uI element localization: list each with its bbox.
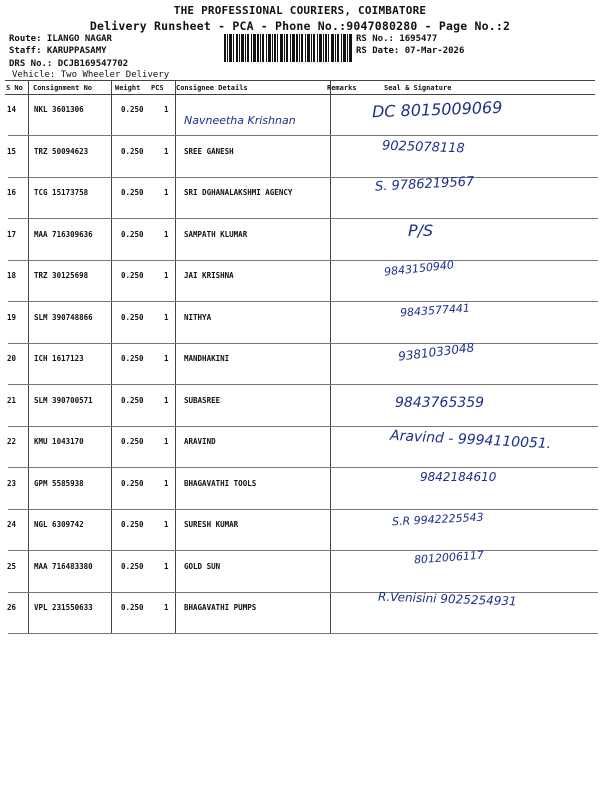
handwritten-signature: 9843150940: [383, 258, 455, 279]
row-weight: 0.250: [121, 146, 144, 156]
vehicle-text: Vehicle: Two Wheeler Delivery: [12, 70, 170, 80]
col-consignment: Consignment No: [33, 84, 93, 92]
row-consignee: NITHYA: [184, 312, 212, 322]
table-row: [0, 174, 600, 219]
row-consignee: BHAGAVATHI TOOLS: [184, 478, 257, 488]
col-seal-signature: Seal & Signature: [384, 84, 452, 92]
row-consignee: GOLD SUN: [184, 561, 221, 571]
row-consignee: JAI KRISHNA: [184, 271, 234, 280]
table-row: [0, 219, 600, 261]
rs-date: RS Date: 07-Mar-2026: [356, 46, 465, 56]
row-sno: 16: [7, 188, 17, 197]
row-pcs: 1: [164, 478, 169, 488]
row-consignee: SRI DGHANALAKSHMI AGENCY: [184, 188, 293, 197]
row-consignment-no: GPM 5585938: [34, 478, 84, 488]
row-weight: 0.250: [121, 478, 144, 488]
row-consignment-no: ICH 1617123: [34, 354, 84, 363]
row-weight: 0.250: [121, 354, 144, 363]
rs-number: RS No.: 1695477: [356, 34, 438, 44]
row-pcs: 1: [164, 271, 169, 280]
row-consignment-no: NGL 6309742: [34, 520, 84, 529]
handwritten-signature: S. 9786219567: [374, 174, 475, 195]
row-sno: 24: [7, 520, 17, 529]
row-pcs: 1: [164, 312, 169, 322]
col-remarks: Remarks: [327, 84, 357, 92]
handwritten-signature: 9843765359: [395, 394, 485, 411]
row-weight: 0.250: [121, 395, 144, 405]
row-consignment-no: KMU 1043170: [34, 437, 84, 446]
row-consignment-no: VPL 231550633: [34, 603, 93, 612]
row-pcs: 1: [164, 603, 169, 612]
table-row: [0, 302, 600, 344]
row-sno: 23: [7, 478, 17, 488]
row-pcs: 1: [164, 354, 169, 363]
row-pcs: 1: [164, 146, 169, 156]
table-row: [0, 385, 600, 427]
row-consignee: MANDHAKINI: [184, 354, 230, 363]
barcode: [224, 34, 352, 62]
row-weight: 0.250: [121, 437, 144, 446]
company-title: THE PROFESSIONAL COURIERS, COIMBATORE: [173, 4, 427, 17]
handwritten-signature: R.Venisini 9025254931: [377, 589, 517, 609]
row-weight: 0.250: [121, 561, 144, 571]
row-pcs: 1: [164, 561, 169, 571]
handwritten-signature: 8012006117: [413, 548, 485, 566]
row-sno: 14: [7, 105, 17, 114]
row-sno: 17: [7, 229, 17, 239]
row-sno: 22: [7, 437, 17, 446]
row-weight: 0.250: [121, 229, 144, 239]
table-row: [0, 426, 600, 468]
row-sno: 20: [7, 354, 17, 363]
route-text: Route: ILANGO NAGAR: [9, 34, 112, 44]
row-pcs: 1: [164, 395, 169, 405]
row-weight: 0.250: [121, 105, 144, 114]
row-consignment-no: SLM 390748866: [34, 312, 93, 322]
row-consignment-no: TRZ 30125698: [34, 271, 89, 280]
row-pcs: 1: [164, 105, 169, 114]
row-sno: 21: [7, 395, 17, 405]
row-consignment-no: TRZ 50094623: [34, 146, 89, 156]
staff-text: Staff: KARUPPASAMY: [9, 46, 107, 56]
row-weight: 0.250: [121, 188, 144, 197]
table-row: [0, 548, 600, 593]
col-consignee: Consignee Details: [176, 84, 248, 92]
row-consignment-no: SLM 390700571: [34, 395, 93, 405]
row-consignment-no: TCG 15173758: [34, 188, 89, 197]
row-consignee: SUBASREE: [184, 395, 221, 405]
handwritten-signature: 9842184610: [420, 469, 497, 484]
handwritten-signature: P/S: [408, 220, 434, 240]
handwritten-signature: DC 8015009069: [371, 97, 503, 122]
row-consignee: SURESH KUMAR: [184, 520, 239, 529]
row-consignment-no: MAA 716483380: [34, 561, 93, 571]
table-row: [0, 509, 600, 551]
row-weight: 0.250: [121, 603, 144, 612]
table-row: [0, 340, 600, 385]
table-row: [0, 589, 600, 634]
row-consignment-no: MAA 716309636: [34, 229, 93, 239]
row-consignee: SAMPATH KLUMAR: [184, 229, 248, 239]
col-weight: Weight: [115, 84, 141, 92]
row-consignment-no: NKL 3601306: [34, 105, 84, 114]
row-weight: 0.250: [121, 520, 144, 529]
row-sno: 19: [7, 312, 17, 322]
row-pcs: 1: [164, 437, 169, 446]
table-row: [0, 94, 600, 136]
row-pcs: 1: [164, 229, 169, 239]
table-row: [0, 468, 600, 510]
row-sno: 15: [7, 146, 17, 156]
table-row: [0, 136, 600, 178]
row-sno: 26: [7, 603, 17, 612]
runsheet-title: Delivery Runsheet - PCA - Phone No.:9047080280 - Page No.:2: [89, 19, 511, 33]
row-weight: 0.250: [121, 271, 144, 280]
drs-number: DRS No.: DCJB169547702: [9, 59, 129, 69]
col-pcs: PCS: [151, 84, 164, 92]
row-consignee: SREE GANESH: [184, 146, 234, 156]
row-sno: 18: [7, 271, 17, 280]
handwritten-signature: S.R 9942225543: [391, 510, 484, 529]
handwritten-signature: 9381033048: [397, 340, 475, 364]
handwritten-signature: 9843577441: [399, 301, 471, 319]
row-pcs: 1: [164, 188, 169, 197]
handwritten-signature: Aravind - 9994110051.: [389, 427, 552, 453]
table-row: [0, 260, 600, 302]
row-divider: [8, 633, 598, 634]
handwritten-signature: 9025078118: [381, 138, 465, 156]
row-consignee: ARAVIND: [184, 437, 216, 446]
row-pcs: 1: [164, 520, 169, 529]
row-weight: 0.250: [121, 312, 144, 322]
row-consignee: BHAGAVATHI PUMPS: [184, 603, 257, 612]
col-sno: S No: [6, 84, 23, 92]
row-sno: 25: [7, 561, 17, 571]
table-top-border: [5, 80, 595, 81]
handwritten-consignee-name: Navneetha Krishnan: [184, 114, 296, 127]
